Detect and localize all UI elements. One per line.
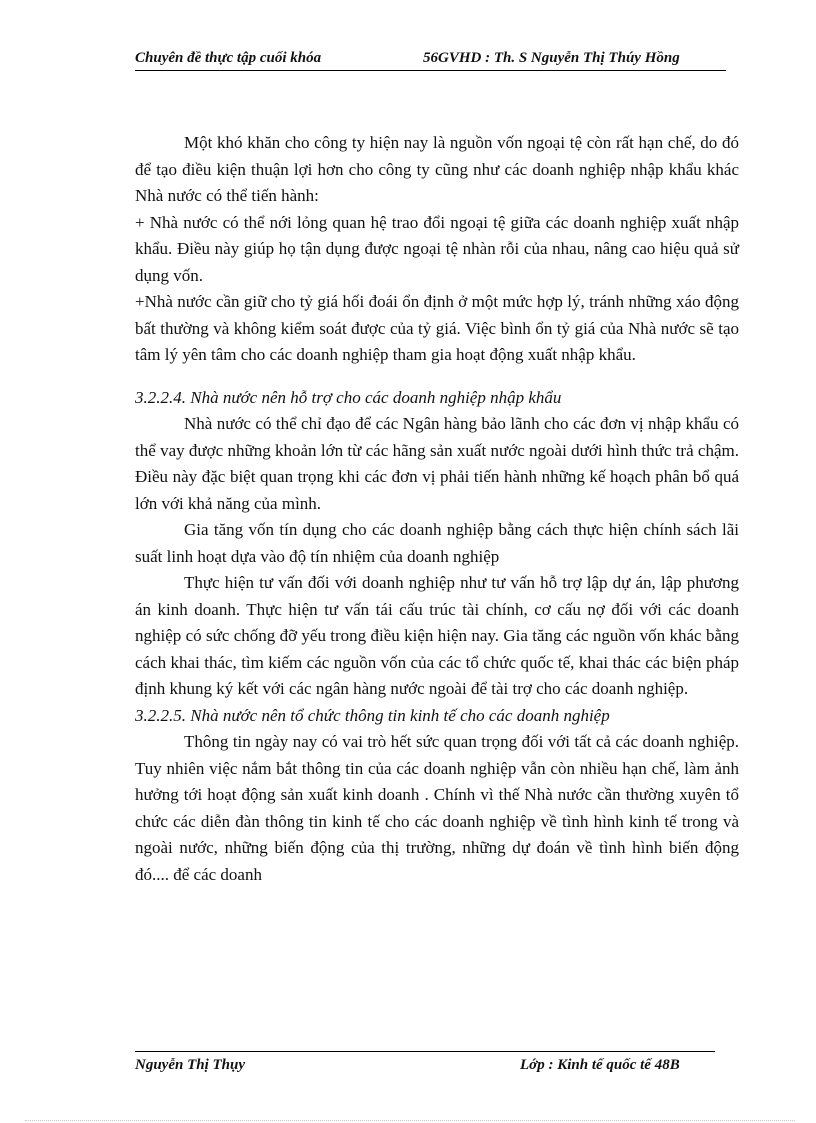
- paragraph: Một khó khăn cho công ty hiện nay là nguồn vốn ngoại tệ còn rất hạn chế, do đó để tạo điều kiện thuận lợi hơn cho công ty cũng như các doanh nghiệp nhập khẩu khác Nhà nước có thể tiến hành:: [135, 133, 739, 205]
- paragraph: Gia tăng vốn tín dụng cho các doanh nghiệp bằng cách thực hiện chính sách lãi suất linh hoạt dựa vào độ tín nhiệm của doanh nghiệp: [135, 520, 739, 566]
- section-heading: 3.2.2.4. Nhà nước nên hỗ trợ cho các doanh nghiệp nhập khẩu: [135, 387, 562, 407]
- section-heading: 3.2.2.5. Nhà nước nên tổ chức thông tin kinh tế cho các doanh nghiệp: [135, 705, 610, 725]
- page-edge-divider: [25, 1120, 795, 1121]
- paragraph: +Nhà nước cần giữ cho tỷ giá hối đoái ổn định ở một mức hợp lý, tránh những xáo động bất thường và không kiểm soát được của tỷ giá. Việc bình ổn tỷ giá của Nhà nước sẽ tạo tâm lý yên tâm cho các doanh nghiệp tham gia hoạt động xuất nhập khẩu.: [135, 292, 739, 364]
- paragraph: Thông tin ngày nay có vai trò hết sức quan trọng đối với tất cả các doanh nghiệp. Tuy nhiên việc nắm bắt thông tin của các doanh nghiệp vẫn còn nhiều hạn chế, làm ảnh hưởng tới hoạt động sản xuất kinh doanh . Chính vì thế Nhà nước cần thường xuyên tổ chức các diễn đàn thông tin kinh tế cho các doanh nghiệp về tình hình kinh tế trong và ngoài nước, những biến động của thị trường, những dự đoán về tình hình biến động đó.... để các doanh: [135, 732, 739, 884]
- page-body: [135, 130, 739, 888]
- paragraph: Nhà nước có thể chỉ đạo để các Ngân hàng bảo lãnh cho các đơn vị nhập khẩu có thể vay được những khoản lớn từ các hãng sản xuất nước ngoài dưới hình thức trả chậm. Điều này đặc biệt quan trọng khi các đơn vị phải tiến hành những kế hoạch phân bổ quá lớn với khả năng của mình.: [135, 414, 739, 513]
- paragraph: + Nhà nước có thể nới lỏng quan hệ trao đổi ngoại tệ giữa các doanh nghiệp xuất nhập khẩu. Điều này giúp họ tận dụng được ngoại tệ nhàn rỗi của nhau, nâng cao hiệu quả sử dụng vốn.: [135, 212, 739, 285]
- header-title: Chuyên đề thực tập cuối khóa: [135, 50, 322, 66]
- footer-author: Nguyễn Thị Thụy: [135, 1057, 246, 1073]
- page-footer: [135, 1051, 715, 1082]
- header-advisor: 56GVHD : Th. S Nguyễn Thị Thúy Hồng: [423, 50, 680, 66]
- page-header: [135, 48, 726, 71]
- paragraph: Thực hiện tư vấn đối với doanh nghiệp như tư vấn hỗ trợ lập dự án, lập phương án kinh doanh. Thực hiện tư vấn tái cấu trúc tài chính, cơ cấu nợ đối với các doanh nghiệp có sức chống đỡ yếu trong điều kiện hiện nay. Gia tăng các nguồn vốn khác bằng cách khai thác, tìm kiếm các nguồn vốn của các tổ chức quốc tế, khai thác các biện pháp định khung ký kết với các ngân hàng nước ngoài để tài trợ cho các doanh nghiệp.: [135, 573, 739, 698]
- footer-class: Lớp : Kinh tế quốc tế 48B: [520, 1057, 680, 1073]
